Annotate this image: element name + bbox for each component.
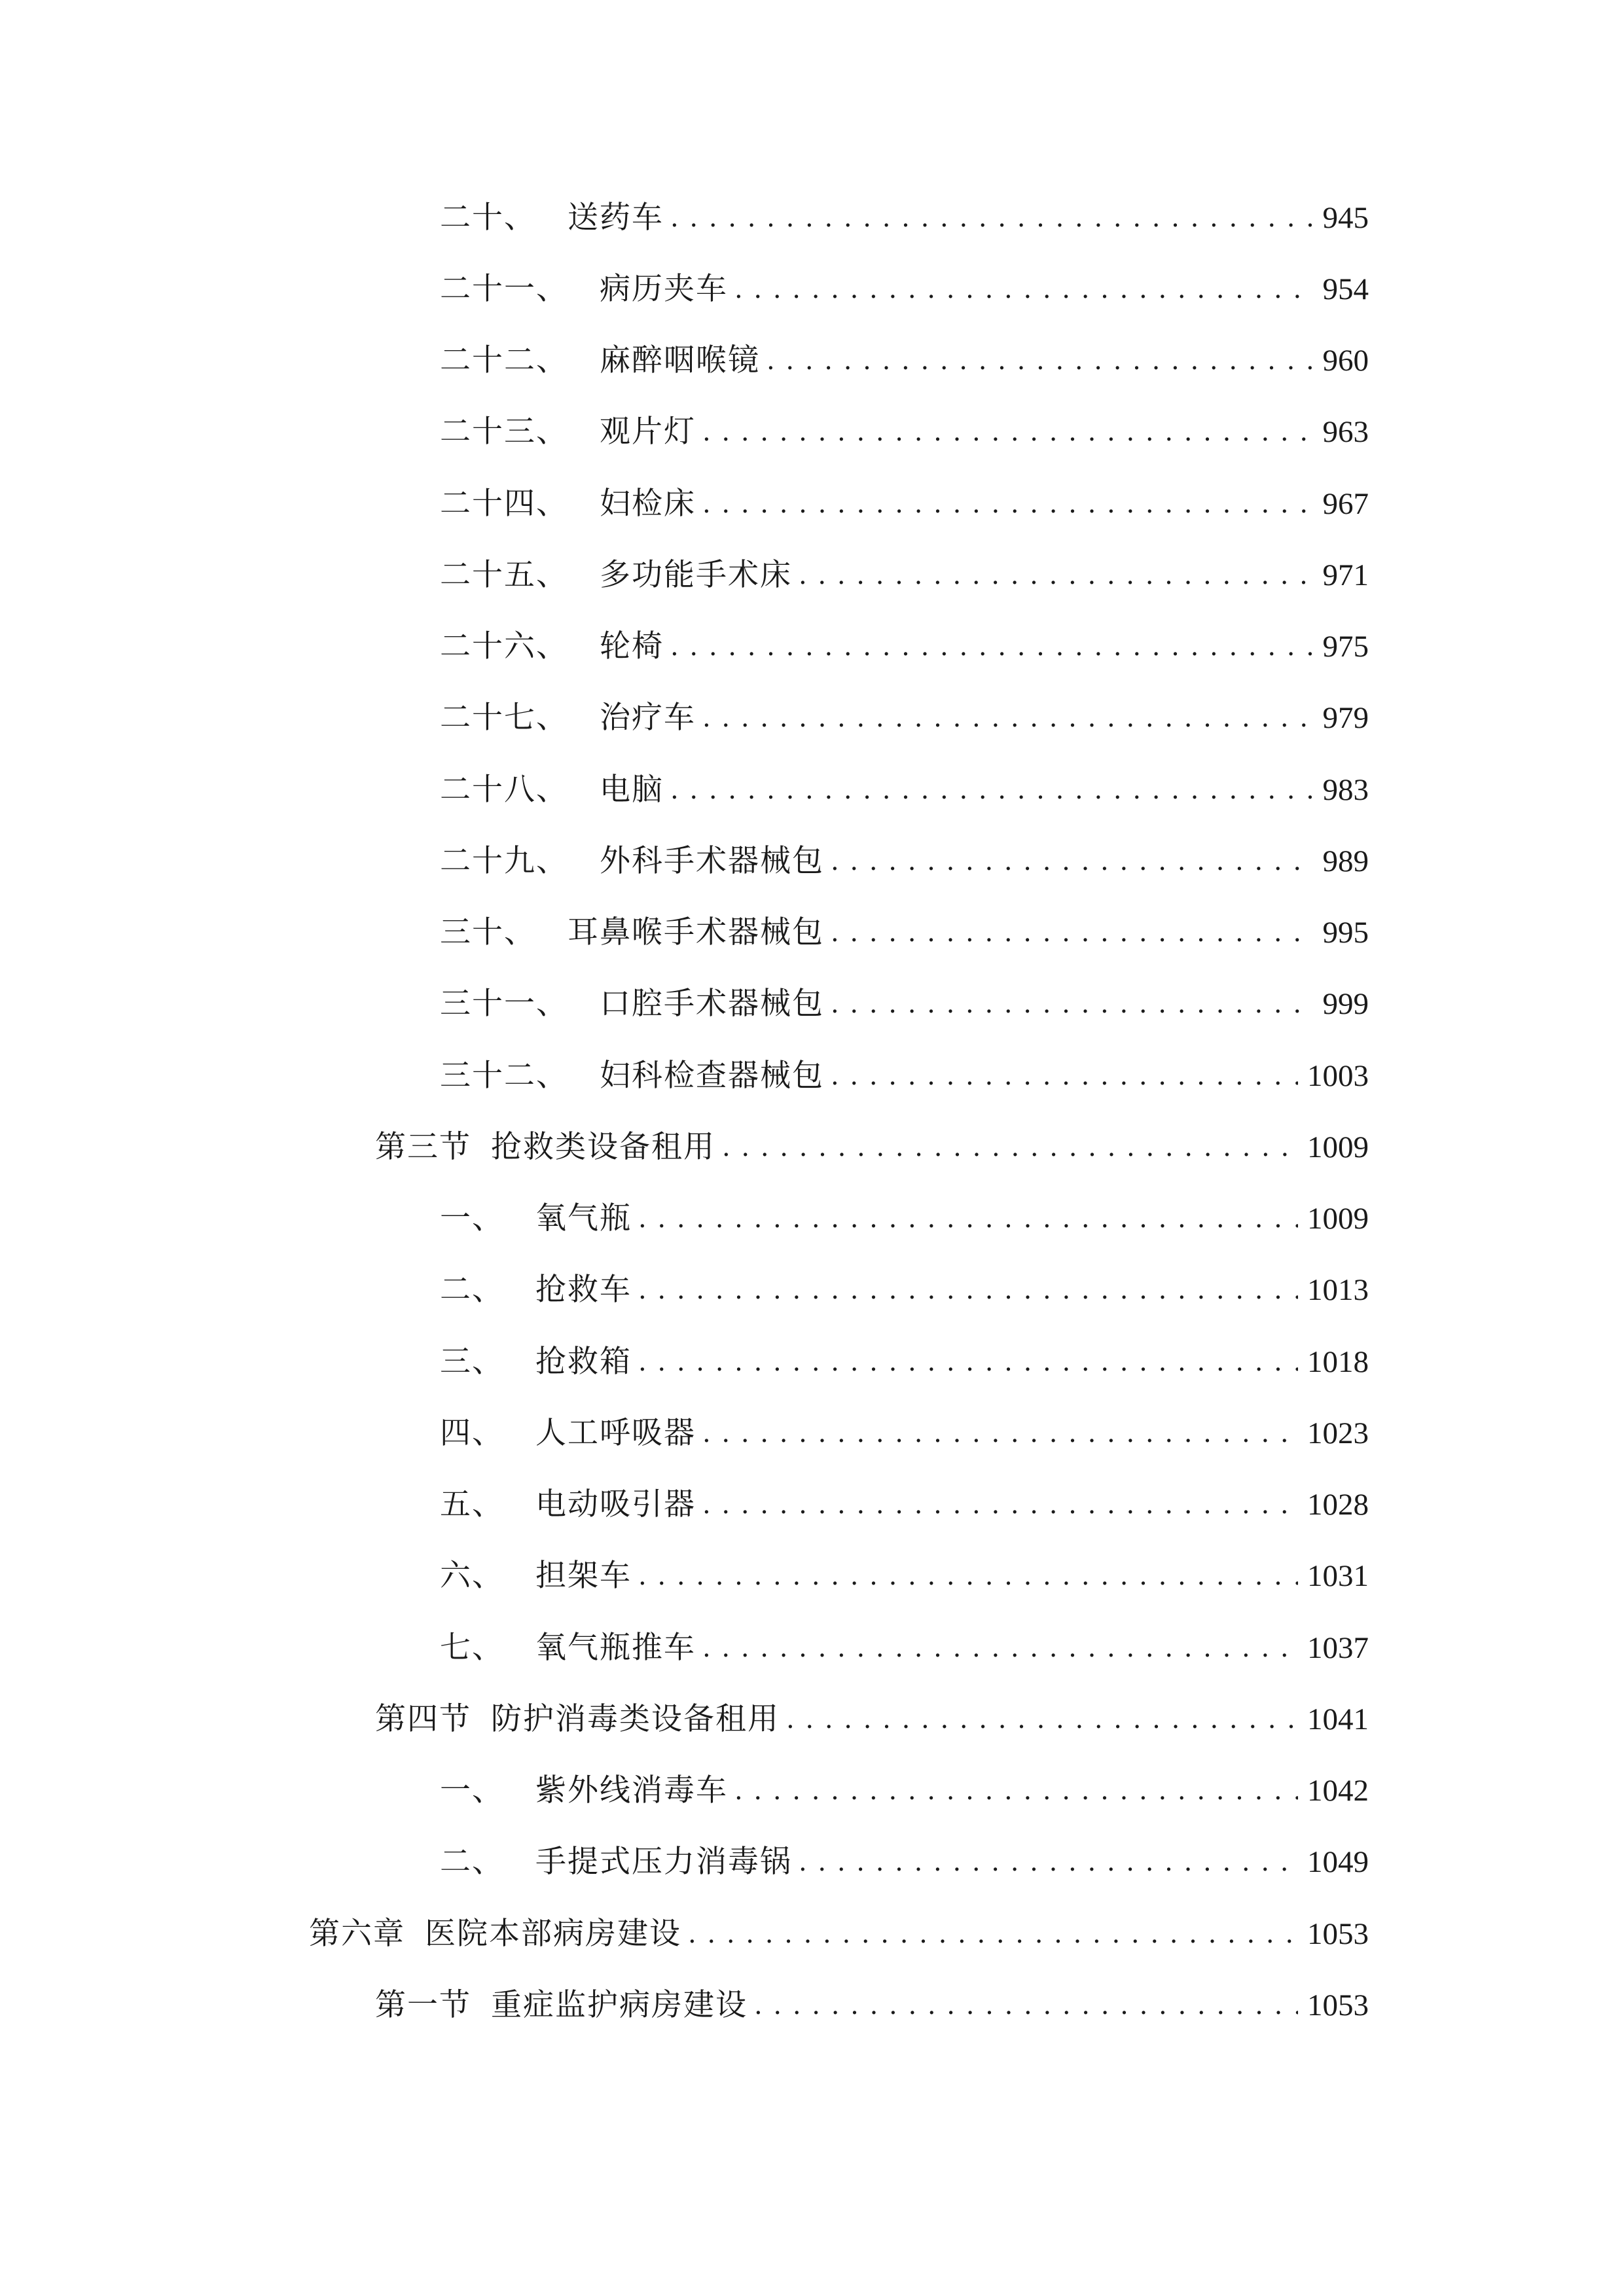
toc-entry[interactable]: [440, 692, 1369, 744]
toc-entry[interactable]: [440, 764, 1369, 816]
entry-page-number: 963: [1322, 415, 1369, 449]
entry-title: 妇检床: [600, 486, 696, 522]
entry-number: 六、: [440, 1558, 504, 1594]
entry-title: 紫外线消毒车: [535, 1772, 728, 1808]
entry-title: 麻醉咽喉镜: [600, 342, 760, 378]
entry-title: 轮椅: [600, 628, 664, 664]
entry-number: 第六章: [309, 1916, 405, 1952]
entry-number: 二十六、: [440, 628, 568, 664]
entry-page-number: 1018: [1307, 1345, 1369, 1379]
entry-page-number: 995: [1322, 916, 1369, 950]
entry-title: 人工呼吸器: [535, 1415, 696, 1451]
dot-leader: [702, 1622, 1298, 1674]
toc-entry[interactable]: [440, 1050, 1369, 1102]
entry-page-number: 967: [1322, 487, 1369, 521]
toc-entry[interactable]: [440, 192, 1369, 244]
entry-title: 抢救车: [535, 1272, 632, 1308]
entry-number: 二十八、: [440, 772, 568, 808]
entry-title: 手提式压力消毒锅: [535, 1844, 792, 1880]
entry-page-number: 971: [1322, 558, 1369, 592]
toc-entry[interactable]: [440, 263, 1369, 315]
toc-entry[interactable]: [440, 478, 1369, 530]
toc-entry-chapter[interactable]: [309, 1908, 1369, 1960]
toc-entry[interactable]: [440, 1479, 1369, 1531]
entry-page-number: 1028: [1307, 1488, 1369, 1522]
entry-title: 氧气瓶: [535, 1200, 632, 1236]
dot-leader: [702, 692, 1314, 744]
entry-page-number: 1042: [1307, 1774, 1369, 1808]
entry-page-number: 979: [1322, 701, 1369, 735]
entry-page-number: 989: [1322, 844, 1369, 878]
entry-title: 医院本部病房建设: [425, 1916, 681, 1952]
entry-number: 七、: [440, 1630, 504, 1666]
toc-entry[interactable]: [440, 620, 1369, 673]
dot-leader: [638, 1193, 1298, 1245]
entry-number: 二十一、: [440, 271, 568, 307]
entry-page-number: 1013: [1307, 1273, 1369, 1307]
entry-number: 二十七、: [440, 700, 568, 736]
dot-leader: [688, 1908, 1298, 1960]
toc-entry-section[interactable]: [375, 1979, 1369, 2032]
toc-entry[interactable]: [440, 1622, 1369, 1674]
dot-leader: [670, 192, 1314, 244]
dot-leader: [831, 906, 1314, 959]
toc-entry[interactable]: [440, 1264, 1369, 1316]
entry-title: 耳鼻喉手术器械包: [568, 914, 824, 950]
entry-page-number: 945: [1322, 201, 1369, 235]
entry-number: 二十四、: [440, 486, 568, 522]
entry-number: 第一节: [375, 1987, 471, 2023]
entry-title: 多功能手术床: [600, 557, 792, 593]
entry-page-number: 954: [1322, 272, 1369, 306]
entry-number: 二十、: [440, 200, 536, 236]
toc-entry[interactable]: [440, 406, 1369, 458]
entry-number: 三、: [440, 1344, 504, 1380]
entry-title: 抢救类设备租用: [491, 1129, 715, 1165]
entry-page-number: 975: [1322, 630, 1369, 664]
entry-page-number: 1023: [1307, 1416, 1369, 1450]
entry-page-number: 1041: [1307, 1702, 1369, 1736]
dot-leader: [670, 764, 1314, 816]
entry-title: 妇科检查器械包: [600, 1058, 824, 1094]
entry-number: 二十五、: [440, 557, 568, 593]
toc-entry[interactable]: [440, 1550, 1369, 1602]
entry-number: 二十九、: [440, 843, 568, 879]
entry-page-number: 1037: [1307, 1631, 1369, 1665]
dot-leader: [670, 620, 1314, 673]
entry-title: 抢救箱: [535, 1344, 632, 1380]
dot-leader: [638, 1336, 1298, 1388]
entry-number: 二、: [440, 1272, 504, 1308]
dot-leader: [638, 1550, 1298, 1602]
entry-number: 二十三、: [440, 414, 568, 450]
entry-page-number: 1003: [1307, 1059, 1369, 1093]
entry-title: 电脑: [600, 772, 664, 808]
entry-title: 外科手术器械包: [600, 843, 824, 879]
entry-title: 治疗车: [600, 700, 696, 736]
entry-number: 二、: [440, 1844, 504, 1880]
entry-page-number: 983: [1322, 773, 1369, 807]
dot-leader: [831, 978, 1314, 1030]
entry-title: 电动吸引器: [535, 1486, 696, 1522]
entry-number: 一、: [440, 1772, 504, 1808]
dot-leader: [702, 406, 1314, 458]
toc-entry[interactable]: [440, 1836, 1369, 1888]
entry-title: 担架车: [535, 1558, 632, 1594]
dot-leader: [638, 1264, 1298, 1316]
toc-entry[interactable]: [440, 1193, 1369, 1245]
dot-leader: [722, 1121, 1298, 1174]
dot-leader: [786, 1693, 1298, 1746]
entry-page-number: 960: [1322, 344, 1369, 378]
entry-title: 观片灯: [600, 414, 696, 450]
entry-number: 第三节: [375, 1129, 471, 1165]
entry-number: 三十、: [440, 914, 536, 950]
entry-title: 氧气瓶推车: [535, 1630, 696, 1666]
dot-leader: [734, 1765, 1298, 1817]
entry-number: 四、: [440, 1415, 504, 1451]
dot-leader: [702, 1479, 1298, 1531]
toc-entry[interactable]: [440, 835, 1369, 888]
entry-page-number: 1009: [1307, 1202, 1369, 1236]
entry-page-number: 1053: [1307, 1917, 1369, 1951]
toc-entry[interactable]: [440, 906, 1369, 959]
dot-leader: [831, 835, 1314, 888]
dot-leader: [799, 1836, 1298, 1888]
entry-number: 三十二、: [440, 1058, 568, 1094]
entry-page-number: 1009: [1307, 1130, 1369, 1164]
entry-title: 重症监护病房建设: [491, 1987, 748, 2023]
dot-leader: [734, 263, 1314, 315]
toc-entry[interactable]: [440, 1765, 1369, 1817]
dot-leader: [702, 1407, 1298, 1460]
toc-entry[interactable]: [440, 1407, 1369, 1460]
toc-entry[interactable]: [440, 978, 1369, 1030]
dot-leader: [799, 549, 1314, 601]
entry-page-number: 1031: [1307, 1559, 1369, 1593]
toc-entry[interactable]: [440, 334, 1369, 387]
entry-number: 一、: [440, 1200, 504, 1236]
entry-number: 第四节: [375, 1701, 471, 1737]
entry-number: 二十二、: [440, 342, 568, 378]
toc-entry-section[interactable]: [375, 1693, 1369, 1746]
toc-entry[interactable]: [440, 549, 1369, 601]
entry-number: 三十一、: [440, 986, 568, 1022]
toc-entry[interactable]: [440, 1336, 1369, 1388]
entry-title: 送药车: [568, 200, 664, 236]
dot-leader: [702, 478, 1314, 530]
entry-page-number: 1049: [1307, 1845, 1369, 1879]
toc-entry-section[interactable]: [375, 1121, 1369, 1174]
dot-leader: [831, 1050, 1298, 1102]
entry-title: 防护消毒类设备租用: [491, 1701, 780, 1737]
entry-page-number: 1053: [1307, 1988, 1369, 2022]
dot-leader: [754, 1979, 1298, 2032]
entry-number: 五、: [440, 1486, 504, 1522]
entry-title: 口腔手术器械包: [600, 986, 824, 1022]
entry-page-number: 999: [1322, 987, 1369, 1021]
dot-leader: [767, 334, 1314, 387]
entry-title: 病历夹车: [600, 271, 728, 307]
